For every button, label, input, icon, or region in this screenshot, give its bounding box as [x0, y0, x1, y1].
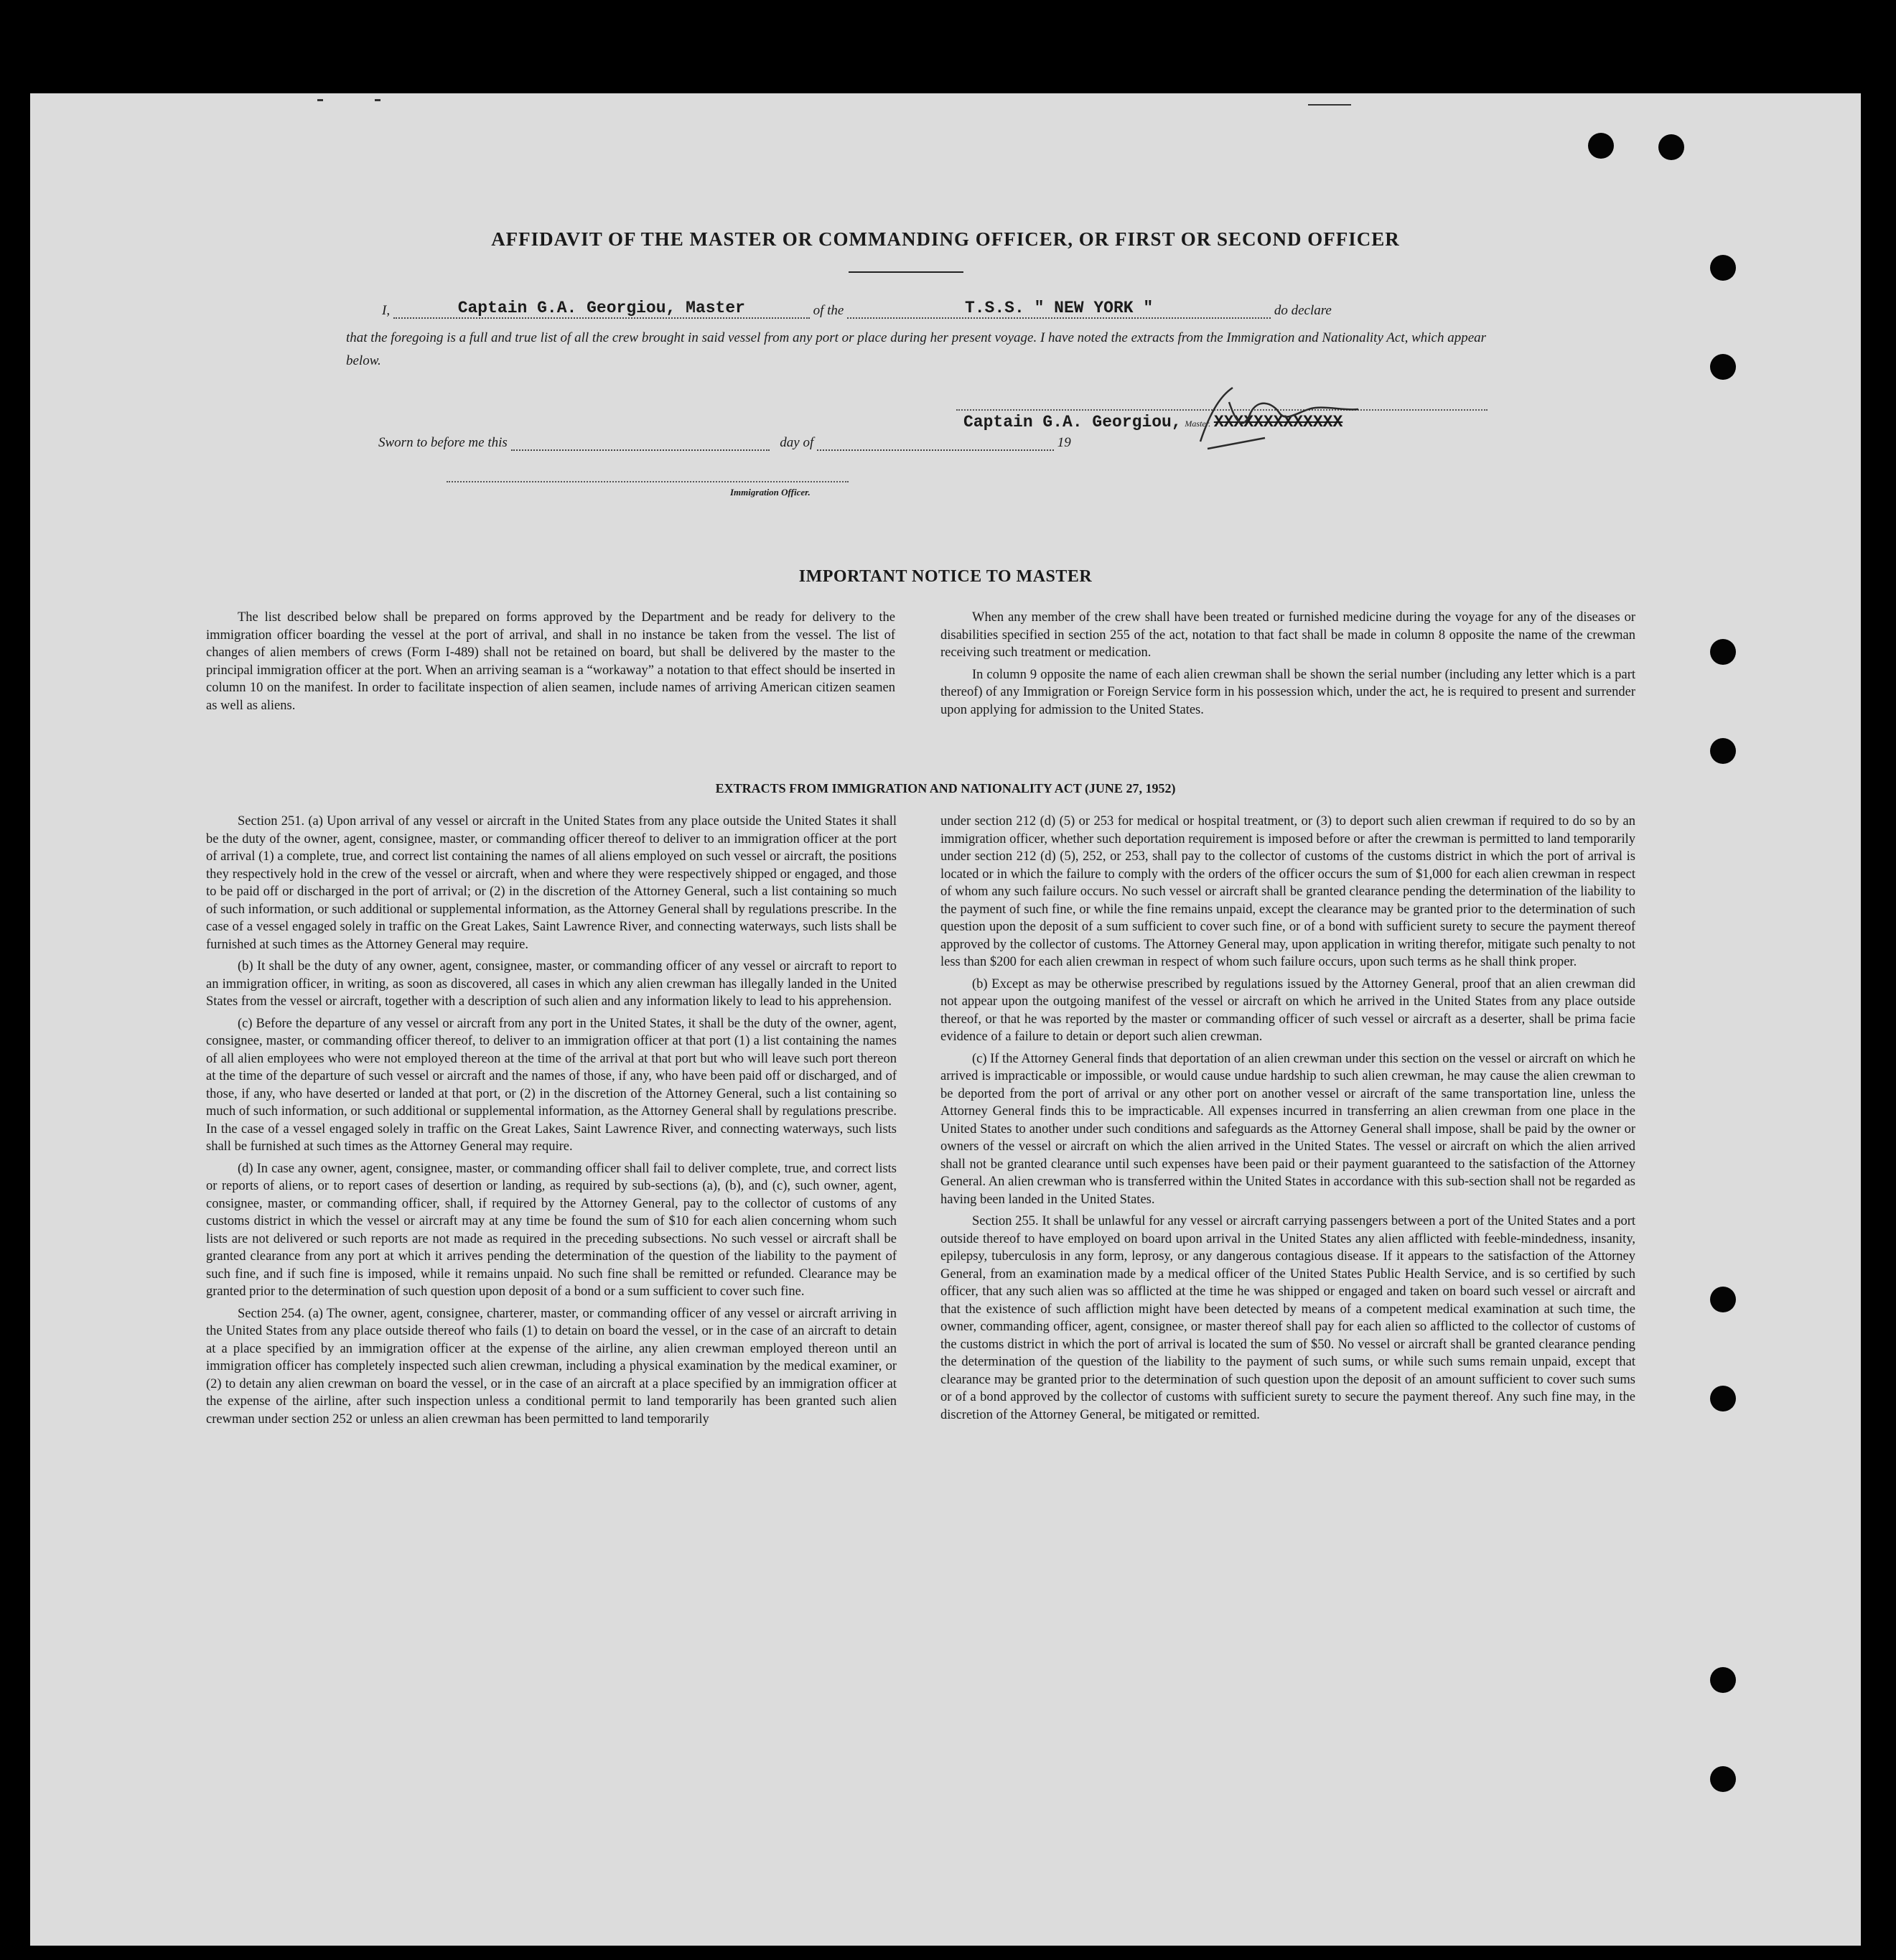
speck [1308, 104, 1351, 106]
declarant-field [393, 299, 810, 319]
section-251-a: Section 251. (a) Upon arrival of any vessel or aircraft in the United States from any place outside the United States it shall be the duty of the owner, agent, consignee, master, or commanding officer thereof to deliver to an immigration officer at the port of arrival (1) a complete, true, and correct list containing the names of all aliens employed on such vessel or aircraft, the positions they respectively hold in the crew of the vessel or aircraft, when and where they were respectively shipped or engaged, and those to be paid off or discharged in the port of arrival; or (2) in the discretion of the Attorney General, such a list containing so much of such information, or such additional or supplemental information, as the Attorney General shall by regulations prescribe. In the case of a vessel engaged solely in traffic on the Great Lakes, Saint Lawrence River, and connecting waterways, such lists shall be furnished at such times as the Attorney General may require. [206, 814, 897, 952]
notice-left-column [206, 609, 895, 719]
vessel-field [847, 299, 1271, 319]
day-of-label: day of [780, 435, 814, 450]
document-sheet [30, 93, 1861, 1946]
speck [317, 99, 323, 101]
i-label: I, [382, 303, 391, 318]
title-rule [849, 271, 963, 273]
struck-text: XXXXXXXXXXXXX [1213, 413, 1343, 431]
punch-hole [1710, 1287, 1736, 1312]
extracts-left-column [206, 813, 897, 1432]
extracts-right-column [940, 813, 1635, 1428]
master-label: Master. [1185, 419, 1211, 429]
notice-left-paragraph: The list described below shall be prepared on forms approved by the Department and be ready for delivery to the immigration officer boarding the vessel at the port of arrival, and shall in no instance be taken from the vessel. The list of changes of alien members of crews (Form I-489) shall not be retained on board, but shall be delivered by the master to the principal immigration officer at the port. When an arriving seaman is a “workaway” a notation to that effect should be inserted in column 10 on the manifest. In order to facilitate inspection of alien seamen, include names of arriving American citizen seamen as well as aliens. [206, 610, 895, 713]
section-254-a-cont: under section 212 (d) (5) or 253 for medical or hospital treatment, or (3) to deport such alien crewman if required to do so by an immigration officer, whether such deportation requirement is imposed before or after the crewman is permitted to land temporarily under section 212 (d) (5), 252, or 253, shall pay to the collector of customs of the customs district in which the port of arrival is located or in which the failure to comply with the orders of the officer occurs the sum of $1,000 for each alien crewman in respect of whom any such failure occurs. No such vessel or aircraft shall be granted clearance pending the determination of the liability to the payment of such fine, or while the fine remains unpaid, except the clearance may be granted prior to the determination of such question upon the deposit of a sum sufficient to cover such fine, or of a bond with sufficient surety to secure the payment thereof approved by the collector of customs. The Attorney General may, upon application in writing therefor, mitigate such penalty to not less than $200 for each alien crewman in respect of whom such failure occurs, upon such terms as he shall think proper. [940, 814, 1635, 969]
of-the-label: of the [813, 303, 844, 318]
notice-right-paragraph-1: When any member of the crew shall have been treated or furnished medicine during the voyage for any of the diseases or disabilities specified in section 255 of the act, notation to that fact shall be made in column 8 opposite the name of the crewman receiving such treatment or medication. [940, 610, 1635, 660]
sworn-label: Sworn to before me this [378, 435, 508, 450]
signer-typed: Captain G.A. Georgiou, [963, 413, 1182, 431]
section-254-c: (c) If the Attorney General finds that deportation of an alien crewman under this section on the vessel or aircraft on which he arrived is impracticable or impossible, or would cause undue hardship to such alien crewman, he may cause the alien crewman to be deported from the port of arrival or any other port on another vessel or aircraft of the same transportation line, unless the Attorney General finds this to be impracticable. All expenses incurred in transferring an alien crewman from one place in the United States to another under such conditions and safeguards as the Attorney General shall impose, shall be paid by the owner or owners of the vessel or aircraft on which the alien arrived in the United States. The vessel or aircraft on which the alien arrived shall not be granted clearance until such expenses have been paid or their payment guaranteed to the satisfaction of the Attorney General. An alien crewman who is transferred within the United States in accordance with this sub-section shall not be regarded as having been landed in the United States. [940, 1051, 1635, 1207]
punch-hole [1710, 1386, 1736, 1411]
punch-hole [1710, 738, 1736, 764]
speck [375, 99, 380, 101]
section-251-c: (c) Before the departure of any vessel or aircraft from any port in the United States, it shall be the duty of the owner, agent, consignee, master, or commanding officer thereof, to deliver to an immigration officer at that port (1) a list containing the names of all alien employees who were not employed thereon at the time of the arrival at that port but who will leave such port thereon at the time of the departure of such vessel or aircraft and the names of those, if any, who have been paid off or discharged, and of those, if any, who have deserted or landed at that port, or (2) in the discretion of the Attorney General, such a list containing so much of such information, or such additional or supplemental information, as the Attorney General shall by regulations prescribe. In the case of a vessel engaged solely in traffic on the Great Lakes, Saint Lawrence River, and connecting waterways, such lists shall be furnished at such times as the Attorney General may require. [206, 1016, 897, 1154]
affidavit-title: AFFIDAVIT OF THE MASTER OR COMMANDING OFFICER, OR FIRST OR SECOND OFFICER [491, 228, 1400, 250]
vessel-value: T.S.S. " NEW YORK " [964, 299, 1154, 317]
punch-hole [1710, 354, 1736, 380]
do-declare-label: do declare [1274, 303, 1332, 318]
punch-hole [1710, 1667, 1736, 1693]
punch-hole [1710, 639, 1736, 665]
month-field [817, 434, 1054, 451]
officer-signature-rule [447, 481, 849, 482]
notice-right-paragraph-2: In column 9 opposite the name of each alien crewman shall be shown the serial number (including any letter which is a part thereof) of any Immigration or Foreign Service form in his possession which, under the act, he is required to present and surrender upon applying for admission to the United States. [940, 667, 1635, 717]
extracts-title: EXTRACTS FROM IMMIGRATION AND NATIONALITY ACT (JUNE 27, 1952) [715, 781, 1176, 795]
section-251-b: (b) It shall be the duty of any owner, agent, consignee, master, or commanding officer of any vessel or aircraft to report to an immigration officer, in writing, as soon as discovered, all cases in which any alien crewman has illegally landed in the United States from the vessel or aircraft, together with a description of such alien and any information likely to lead to his apprehension. [206, 959, 897, 1009]
declaration-line [382, 299, 1332, 319]
sworn-line [378, 434, 1071, 451]
punch-hole [1588, 133, 1614, 159]
punch-hole [1658, 134, 1684, 160]
year-prefix: 19 [1057, 435, 1071, 450]
punch-hole [1710, 1766, 1736, 1792]
declarant-value: Captain G.A. Georgiou, Master [457, 299, 745, 317]
section-254-a: Section 254. (a) The owner, agent, consignee, charterer, master, or commanding officer of any vessel or aircraft arriving in the United States from any place outside thereof who fails (1) to detain on board the vessel, or in the case of an aircraft to detain at a place specified by an immigration officer at the expense of the airline, any alien crewman employed thereon until an immigration officer has completely inspected such alien crewman, including a physical examination by the medical examiner, or (2) to detain any alien crewman on board the vessel, or in the case of an aircraft at a place specified by an immigration officer at the expense of the airline, after such inspection unless a conditional permit to land temporarily has been granted such alien crewman under section 252 or unless an alien crewman has been permitted to land temporarily [206, 1306, 897, 1427]
officer-label: Immigration Officer. [730, 487, 811, 498]
punch-hole [1710, 255, 1736, 281]
notice-right-column [940, 609, 1635, 723]
section-251-d: (d) In case any owner, agent, consignee, master, or commanding officer shall fail to deliver complete, true, and correct lists or reports of aliens, or to report cases of desertion or landing, as required by sub-sections (a), (b), and (c), such owner, agent, consignee, master, or commanding officer, shall, if required by the Attorney General, pay to the collector of customs of any customs district in which the vessel or aircraft may at any time be found the sum of $10 for each alien concerning whom such lists are not delivered or such reports are not made as required in the preceding subsections. No such vessel or aircraft shall be granted clearance from any port at which it arrives pending the determination of the question of the liability to the payment of such fine, and if such fine is imposed, while it remains unpaid. No such fine shall be remitted or refunded. Clearance may be granted prior to the determination of such question upon deposit of a bond or a sum sufficient to cover such fine. [206, 1161, 897, 1299]
section-255: Section 255. It shall be unlawful for any vessel or aircraft carrying passengers between a port of the United States and a port outside thereof to have employed on board upon arrival in the United States any alien afflicted with feeble-mindedness, insanity, epilepsy, tuberculosis in any form, leprosy, or any dangerous contagious disease. If it appears to the satisfaction of the Attorney General, from an examination made by a medical officer of the United States Public Health Service, and is so certified by such officer, that any such alien was so afflicted at the time he was shipped or engaged and taken on board such vessel or aircraft and that the existence of such affliction might have been detected by means of a competent medical examination at such time, the owner, commanding officer, agent, consignee, or master thereof shall pay for each alien so afflicted to the collector of customs of the customs district in which the port of arrival is located the sum of $50. No vessel or aircraft shall be granted clearance pending the determination of the question of the liability to the payment of such sums, or while such sums remain unpaid, except that clearance may be granted prior to the determination of such question upon the deposit of an amount sufficient to cover such sums or of a bond approved by the collector of customs with sufficient surety to secure the payment thereof. Any such fine may, in the discretion of the Attorney General, be mitigated or remitted. [940, 1214, 1635, 1422]
notice-title: IMPORTANT NOTICE TO MASTER [798, 567, 1093, 586]
handwritten-signature [1179, 381, 1365, 452]
declaration-text: that the foregoing is a full and true list of all the crew brought in said vessel from any port or place during her present voyage. I have noted the extracts from the Immigration and Nationality Act, which appear below. [346, 330, 1487, 368]
sworn-date-field [511, 434, 770, 451]
section-254-b: (b) Except as may be otherwise prescribed by regulations issued by the Attorney General, proof that an alien crewman did not appear upon the outgoing manifest of the vessel or aircraft on which he arrived in the United States from any place outside thereof, or that he was reported by the master or commanding officer of such vessel or aircraft as a deserter, shall be prima facie evidence of a failure to detain or deport such alien crewman. [940, 976, 1635, 1044]
